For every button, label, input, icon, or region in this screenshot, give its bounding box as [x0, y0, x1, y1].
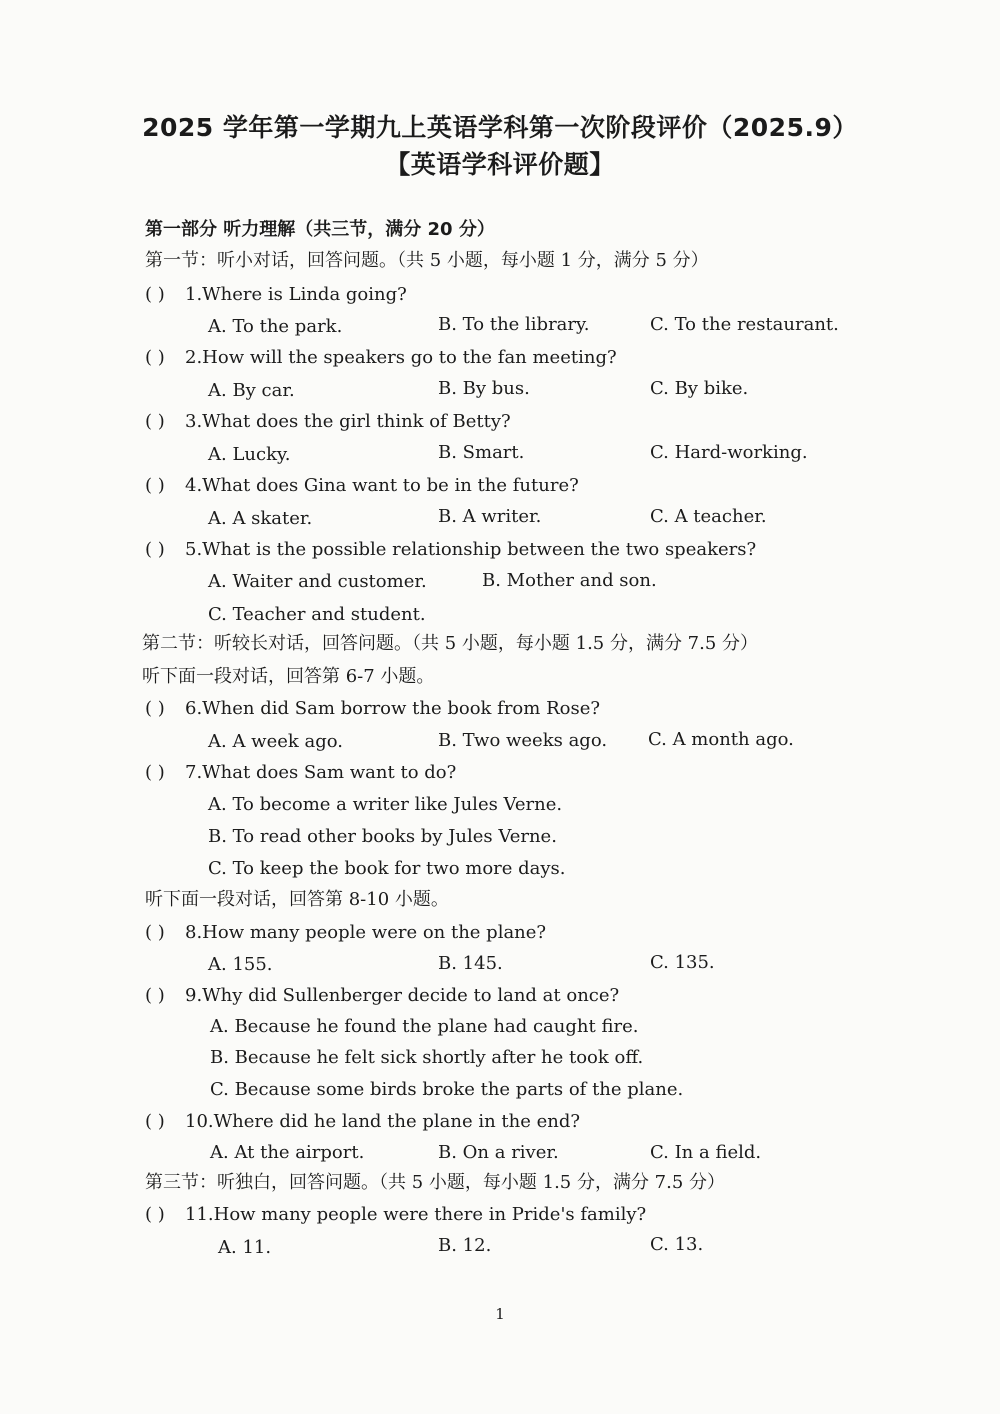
- option-a: A. 155.: [208, 954, 273, 975]
- option-c: C. 13.: [650, 1234, 704, 1255]
- option-b: B. To the library.: [438, 314, 590, 335]
- option-c: C. A month ago.: [648, 729, 794, 750]
- option-b: B. A writer.: [438, 506, 542, 527]
- section-1-heading: 第一节：听小对话，回答问题。（共 5 小题，每小题 1 分，满分 5 分）: [145, 250, 709, 271]
- option-c: C. A teacher.: [650, 506, 767, 527]
- option-b: B. Because he felt sick shortly after he took off.: [210, 1047, 644, 1068]
- answer-blank[interactable]: ( ): [145, 922, 165, 943]
- question-9: [145, 985, 619, 1007]
- question-stem: 2.How will the speakers go to the fan meeting?: [185, 347, 617, 368]
- option-b: B. Smart.: [438, 442, 525, 463]
- answer-blank[interactable]: ( ): [145, 985, 165, 1006]
- question-8: [145, 922, 546, 944]
- question-4: [145, 475, 579, 497]
- option-c: C. To the restaurant.: [650, 314, 839, 335]
- option-c: C. In a field.: [650, 1142, 762, 1163]
- question-10: [145, 1111, 580, 1133]
- option-c: C. By bike.: [650, 378, 749, 399]
- answer-blank[interactable]: ( ): [145, 284, 165, 305]
- option-b: B. On a river.: [438, 1142, 559, 1163]
- option-c: C. Hard-working.: [650, 442, 808, 463]
- option-a: A. By car.: [208, 380, 295, 401]
- section-2-note: 听下面一段对话，回答第 8-10 小题。: [145, 889, 449, 910]
- question-stem: 4.What does Gina want to be in the future?: [185, 475, 579, 496]
- question-stem: 1.Where is Linda going?: [185, 284, 407, 305]
- question-stem: 10.Where did he land the plane in the end?: [185, 1111, 581, 1132]
- option-b: B. By bus.: [438, 378, 530, 399]
- section-2-note: 听下面一段对话，回答第 6-7 小题。: [142, 666, 435, 687]
- option-b: B. To read other books by Jules Verne.: [208, 826, 557, 847]
- option-c: C. Teacher and student.: [208, 604, 426, 625]
- question-6: [145, 698, 600, 720]
- option-a: A. A week ago.: [208, 731, 343, 752]
- part-heading: 第一部分 听力理解（共三节，满分 20 分）: [145, 219, 495, 240]
- answer-blank[interactable]: ( ): [145, 1111, 165, 1132]
- answer-blank[interactable]: ( ): [145, 1204, 165, 1225]
- answer-blank[interactable]: ( ): [145, 475, 165, 496]
- option-a: A. Because he found the plane had caught fire.: [210, 1016, 639, 1037]
- option-c: C. To keep the book for two more days.: [208, 858, 566, 879]
- question-stem: 5.What is the possible relationship between the two speakers?: [185, 539, 757, 560]
- option-a: A. At the airport.: [210, 1142, 365, 1163]
- question-7: [145, 762, 456, 784]
- page-number: 1: [495, 1305, 505, 1323]
- question-stem: 9.Why did Sullenberger decide to land at once?: [185, 985, 620, 1006]
- question-3: [145, 411, 511, 433]
- answer-blank[interactable]: ( ): [145, 539, 165, 560]
- answer-blank[interactable]: ( ): [145, 347, 165, 368]
- option-a: A. To the park.: [208, 316, 343, 337]
- option-a: A. 11.: [218, 1237, 272, 1258]
- answer-blank[interactable]: ( ): [145, 411, 165, 432]
- option-a: A. To become a writer like Jules Verne.: [208, 794, 563, 815]
- answer-blank[interactable]: ( ): [145, 698, 165, 719]
- answer-blank[interactable]: ( ): [145, 762, 165, 783]
- option-a: A. A skater.: [208, 508, 313, 529]
- question-stem: 6.When did Sam borrow the book from Rose?: [185, 698, 600, 719]
- question-stem: 7.What does Sam want to do?: [185, 762, 457, 783]
- question-2: [145, 347, 617, 369]
- option-b: B. Two weeks ago.: [438, 730, 608, 751]
- exam-subtitle: 【英语学科评价题】: [385, 150, 615, 179]
- question-1: [145, 284, 407, 306]
- question-5: [145, 539, 756, 561]
- option-b: B. 12.: [438, 1235, 492, 1256]
- question-stem: 8.How many people were on the plane?: [185, 922, 547, 943]
- section-2-heading: 第二节：听较长对话，回答问题。（共 5 小题，每小题 1.5 分，满分 7.5 分）: [142, 633, 759, 654]
- question-stem: 11.How many people were there in Pride's family?: [185, 1204, 647, 1225]
- option-c: C. Because some birds broke the parts of the plane.: [210, 1079, 684, 1100]
- question-11: [145, 1204, 646, 1226]
- option-a: A. Waiter and customer.: [208, 571, 427, 592]
- option-a: A. Lucky.: [208, 444, 291, 465]
- section-3-heading: 第三节：听独白，回答问题。（共 5 小题，每小题 1.5 分，满分 7.5 分）: [145, 1172, 726, 1193]
- option-b: B. 145.: [438, 953, 503, 974]
- exam-title: 2025 学年第一学期九上英语学科第一次阶段评价（2025.9）: [142, 113, 858, 142]
- question-stem: 3.What does the girl think of Betty?: [185, 411, 511, 432]
- option-b: B. Mother and son.: [482, 570, 657, 591]
- option-c: C. 135.: [650, 952, 715, 973]
